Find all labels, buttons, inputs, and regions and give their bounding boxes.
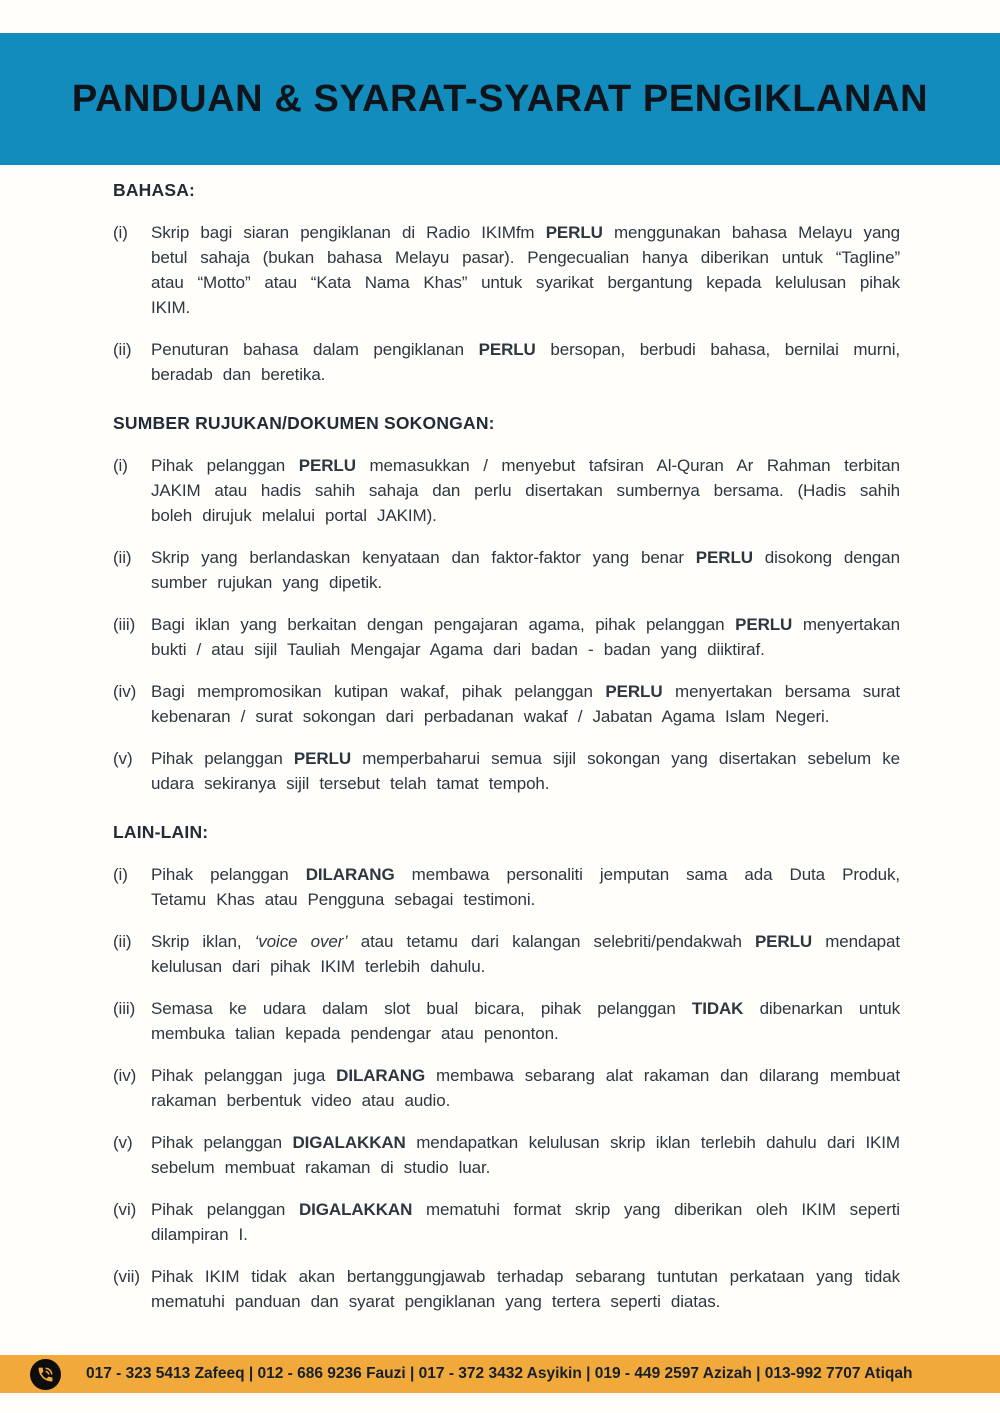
body-text: mendapatkan kelulusan skrip iklan terlebih dahulu dari IKIM sebelum membuat rakaman di studio luar. (151, 1133, 900, 1177)
body-text: Pihak pelanggan (151, 1200, 299, 1219)
section-lain-lain (113, 822, 900, 1314)
list-item (113, 996, 900, 1046)
body-text: Penuturan bahasa dalam pengiklanan (151, 340, 479, 359)
body-text: disokong dengan sumber rujukan yang dipetik. (151, 548, 900, 592)
emphasis-text: PERLU (298, 456, 356, 475)
body-text: Pihak IKIM tidak akan bertanggungjawab terhadap sebarang tuntutan perkataan yang tidak mematuhi panduan dan syarat pengiklanan yang tertera seperti diatas. (151, 1267, 900, 1311)
item-marker: (iii) (113, 615, 136, 634)
italic-text: ‘voice over’ (254, 932, 348, 951)
emphasis-text: DILARANG (305, 865, 395, 884)
body-text: mematuhi format skrip yang diberikan oleh IKIM seperti dilampiran I. (151, 1200, 900, 1244)
body-text: Skrip bagi siaran pengiklanan di Radio IKIMfm (151, 223, 546, 242)
emphasis-text: DIGALAKKAN (292, 1133, 406, 1152)
section-sumber-rujukan-dokumen-sokongan (113, 413, 900, 796)
phone-icon (30, 1359, 61, 1390)
section-bahasa (113, 180, 900, 387)
list-item (113, 612, 900, 662)
body-text: memasukkan / menyebut tafsiran Al-Quran Ar Rahman terbitan JAKIM atau hadis sahih sahaja dan perlu disertakan sumbernya bersama. (Hadis sahih boleh dirujuk melalui portal JAKIM). (151, 456, 900, 525)
emphasis-text: PERLU (293, 749, 352, 768)
item-marker: (iv) (113, 682, 137, 701)
section-heading: BAHASA: (113, 180, 196, 200)
body-text: Pihak pelanggan juga (151, 1066, 337, 1085)
body-text: bersopan, berbudi bahasa, bernilai murni, beradab dan beretika. (151, 340, 901, 384)
item-marker: (vi) (113, 1200, 137, 1219)
emphasis-text: TIDAK (691, 999, 744, 1018)
body-text: menyertakan bukti / atau sijil Tauliah Mengajar Agama dari badan - badan yang diiktiraf. (151, 615, 901, 659)
list-item (113, 1063, 900, 1113)
emphasis-text: PERLU (695, 548, 753, 567)
body-text: Skrip yang berlandaskan kenyataan dan faktor-faktor yang benar (151, 548, 696, 567)
list-item (113, 545, 900, 595)
emphasis-text: PERLU (754, 932, 813, 951)
emphasis-text: PERLU (545, 223, 603, 242)
list-item (113, 1130, 900, 1180)
footer-contact-bar (0, 1355, 1000, 1393)
list-item (113, 679, 900, 729)
list-item (113, 1264, 900, 1314)
emphasis-text: DIGALAKKAN (298, 1200, 413, 1219)
list-item (113, 746, 900, 796)
list-item (113, 1197, 900, 1247)
section-heading: LAIN-LAIN: (113, 822, 209, 842)
emphasis-text: PERLU (478, 340, 536, 359)
body-text: memperbaharui semua sijil sokongan yang disertakan sebelum ke udara sekiranya sijil tersebut telah tamat tempoh. (151, 749, 900, 793)
item-marker: (ii) (113, 932, 132, 951)
item-marker: (v) (113, 1133, 133, 1152)
body-text: Bagi iklan yang berkaitan dengan pengajaran agama, pihak pelanggan (151, 615, 736, 634)
body-text: atau tetamu dari kalangan selebriti/pendakwah (347, 932, 755, 951)
list-item (113, 220, 900, 320)
item-marker: (ii) (113, 340, 132, 359)
body-text: menggunakan bahasa Melayu yang betul sahaja (bukan bahasa Melayu pasar). Pengecualian hanya diberikan untuk “Tagline” atau “Motto” atau “Kata Nama Khas” untuk syarikat bergantung kepada kelulusan pihak IKIM. (151, 223, 901, 317)
section-heading: SUMBER RUJUKAN/DOKUMEN SOKONGAN: (113, 413, 495, 433)
body-text: Pihak pelanggan (151, 865, 306, 884)
body-text: Pihak pelanggan (151, 749, 294, 768)
body-text: membawa personaliti jemputan sama ada Duta Produk, Tetamu Khas atau Pengguna sebagai testimoni. (151, 865, 900, 909)
guidelines-content (113, 180, 900, 1331)
item-marker: (ii) (113, 548, 132, 567)
item-marker: (i) (113, 865, 128, 884)
body-text: Pihak pelanggan (151, 456, 299, 475)
item-marker: (iv) (113, 1066, 137, 1085)
item-marker: (i) (113, 223, 128, 242)
body-text: dibenarkan untuk membuka talian kepada pendengar atau penonton. (151, 999, 900, 1043)
item-marker: (i) (113, 456, 128, 475)
contact-numbers: 017 - 323 5413 Zafeeq | 012 - 686 9236 Fauzi | 017 - 372 3432 Asyikin | 019 - 449 2597 Azizah | 013-992 7707 Atiqah (86, 1365, 913, 1382)
item-marker: (v) (113, 749, 133, 768)
list-item (113, 929, 900, 979)
body-text: membawa sebarang alat rakaman dan dilarang membuat rakaman berbentuk video atau audio. (151, 1066, 900, 1110)
item-marker: (iii) (113, 999, 136, 1018)
body-text: Skrip iklan, (151, 932, 255, 951)
emphasis-text: PERLU (605, 682, 663, 701)
list-item (113, 337, 900, 387)
body-text: menyertakan bersama surat kebenaran / surat sokongan dari perbadanan wakaf / Jabatan Agama Islam Negeri. (151, 682, 900, 726)
list-item (113, 453, 900, 528)
body-text: Bagi mempromosikan kutipan wakaf, pihak pelanggan (151, 682, 606, 701)
body-text: Pihak pelanggan (151, 1133, 293, 1152)
sections (113, 180, 900, 1314)
body-text: mendapat kelulusan dari pihak IKIM terlebih dahulu. (151, 932, 901, 976)
emphasis-text: DILARANG (336, 1066, 426, 1085)
page-title: PANDUAN & SYARAT-SYARAT PENGIKLANAN (71, 77, 929, 120)
item-marker: (vii) (113, 1267, 140, 1286)
body-text: Semasa ke udara dalam slot bual bicara, pihak pelanggan (151, 999, 692, 1018)
title-banner (0, 33, 1000, 165)
list-item (113, 862, 900, 912)
emphasis-text: PERLU (735, 615, 793, 634)
